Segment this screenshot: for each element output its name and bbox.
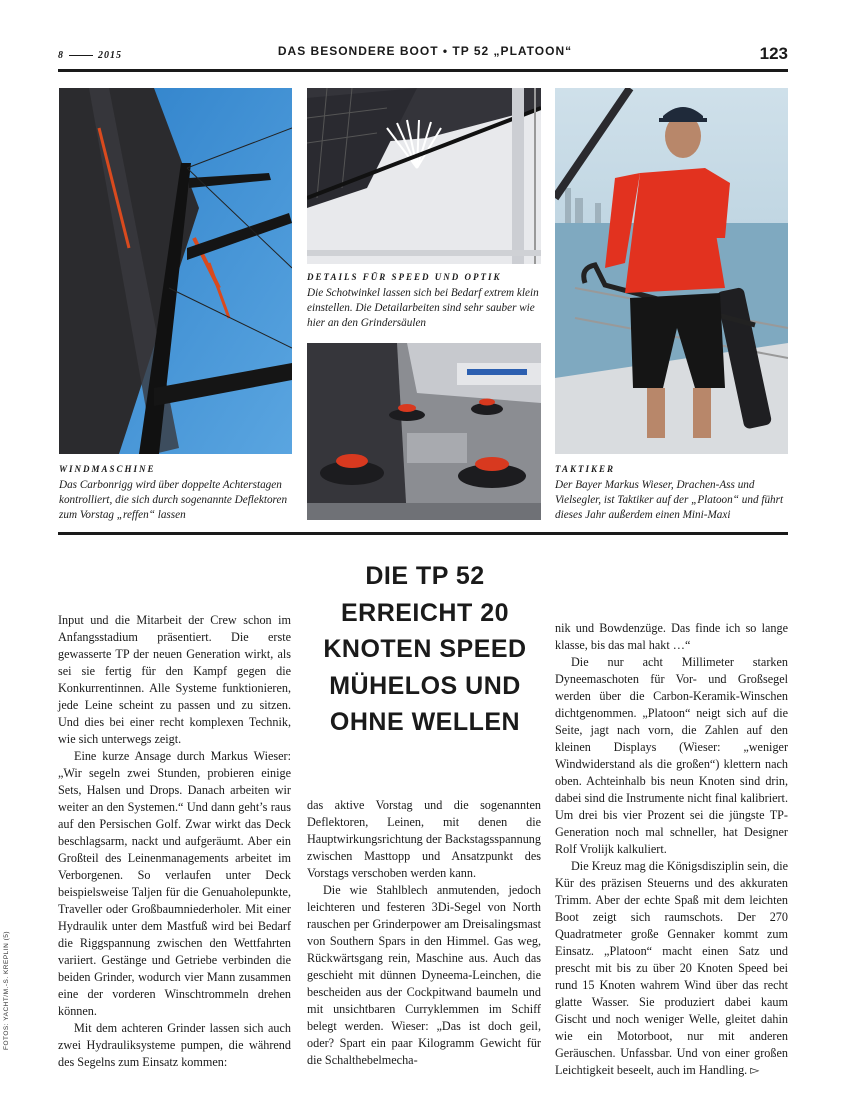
issue-year: 2015	[98, 50, 122, 61]
rig-illustration	[59, 88, 292, 454]
paragraph: Die Kreuz mag die Königsdisziplin sein, die Kür des präzisen Steuerns und des akkuraten Trimm. Aber der echte Spaß mit dem leichten Boot zeigt sich raumschots. Der 270 Quadratmeter große Gennaker kommt zum Einsatz. „Platoon“ macht einen Satz und prescht mit bis zu über 20 Knoten Speed bei rund 15 Knoten wahrem Wind über das recht glatte Wasser. Sie produziert dabei kaum Gischt und noch weniger Welle, gleitet dahin wie ein Motorboot, nur mit anderen Geräuschen. Unfassbar. Und von einer großen Leichtigkeit beseelt, auch im Handling. ▻	[555, 859, 788, 1077]
headline-line: KNOTEN SPEED	[323, 635, 527, 663]
paragraph: Die wie Stahlblech anmutenden, jedoch leichteren und festeren 3Di-Segel von North rauschen per Grinderpower am Dreisalingsmast von Southern Spars in den Himmel. Gas weg, Rückwärtsgang rein, Maschine aus. Auch das geschieht mit dünnen Dyneema-Leinchen, die bescheiden aus der Cockpitwand baumeln und mit unsichtbaren Curryklemmen im Schiff belegt werden. Wieser: „Das ist doch geil, oder? Spart ein paar Kilogramm Gewicht für die Schalthebelmecha-	[307, 883, 541, 1067]
issue-label	[58, 50, 122, 61]
caption-text: Der Bayer Markus Wieser, Drachen-Ass und Vielsegler, ist Taktiker auf der „Platoon“ und führt dieses Jahr außerdem einen Mini-Maxi	[555, 479, 784, 521]
pull-quote-headline	[305, 558, 545, 741]
photo-details-sail	[307, 88, 541, 264]
headline-line: ERREICHT 20	[340, 598, 510, 627]
caption-head: DETAILS FÜR SPEED UND OPTIK	[307, 272, 502, 282]
headline-line: OHNE WELLEN	[329, 708, 521, 736]
photo-windmaschine	[59, 88, 292, 454]
caption-text: Das Carbonrigg wird über doppelte Achterstagen kontrolliert, die sich durch sogenannte Deflektoren zum Vorstag „reffen“ lassen	[59, 479, 288, 521]
issue-number: 8	[58, 50, 64, 61]
headline-line: MÜHELOS UND	[329, 671, 521, 700]
body-column-3	[555, 620, 788, 1079]
paragraph: Die nur acht Millimeter starken Dyneemaschoten für Vor- und Großsegel werden über die Carbon-Keramik-Winschen dichtgenommen. „Platoon“ neigt sich auf die Seite, jagt nach vorn, die Zahlen auf den kleinen Displays (Wieser: „weniger Windwiderstand als die großen“) klettern nach oben. Achteinhalb bis neun Knoten sind drin, dabei sind die Instrumente nicht final kalibriert. Um drei bis vier Prozent sei die jüngste TP-Generation noch mal schneller, hat Designer Rolf Vrolijk kalkuliert.	[555, 655, 788, 856]
issue-divider	[69, 55, 93, 56]
caption-details	[307, 270, 541, 331]
body-column-1	[58, 612, 291, 1071]
paragraph: das aktive Vorstag und die sogenannten Deflektoren, Leinen, mit denen die Hauptwirkungsrichtung der Backstagsspannung zwischen Masttopp und Ansatzpunkt des Vorstags verschoben werden kann.	[307, 798, 541, 880]
paragraph: Mit dem achteren Grinder lassen sich auch zwei Hydrauliksysteme pumpen, die während des Segelns zum Einsatz kommen:	[58, 1021, 291, 1069]
tactician-illustration	[555, 88, 788, 454]
photo-details-grinder	[307, 343, 541, 520]
section-rule	[58, 532, 788, 535]
running-title: DAS BESONDERE BOOT • TP 52 „PLATOON“	[277, 44, 573, 58]
paragraph: Eine kurze Ansage durch Markus Wieser: „Wir segeln zwei Stunden, probieren einige Sets, Halsen und Drops. Danach arbeiten wir weiter an den Systemen.“ Und dann geht’s raus auf den Persischen Golf. Zwar wirkt das Deck beschlagsarm, nackt und aufgeräumt. Aber ein Großteil des Leinenmanagements arbeitet im Verborgenen. So verlaufen unter Deck beispielsweise Taljen für die Genuaholepunkte, Traveller oder Großbaumniederholer. Mit einer Hydraulik unter dem Mastfuß wird bei Bedarf die Riggspannung zwischen den Wettfahrten variiert. Gestänge und Getriebe verbinden die beiden Grinder, wodurch vier Mann zusammen eine der vorderen Winschtrommeln drehen können.	[58, 749, 291, 1018]
sail-detail-illustration	[307, 88, 541, 264]
photo-taktiker	[555, 88, 788, 454]
paragraph: nik und Bowdenzüge. Das finde ich so lange klasse, bis das mal hakt …“	[555, 621, 788, 652]
page-number: 123	[759, 44, 788, 63]
caption-head: WINDMASCHINE	[59, 464, 156, 474]
paragraph: Input und die Mitarbeit der Crew schon im Anfangsstadium präsentiert. Die erste gewasserte TP der neuen Generation wirkt, als sei sie fertig für den Kampf gegen die Konkurrentinnen. Alle Systeme funktionieren, jede Leine scheint zu passen und zu sitzen. Und dies bei einer recht komplexen Technik, wie sich unterwegs zeigt.	[58, 613, 291, 746]
caption-text: Die Schotwinkel lassen sich bei Bedarf extrem klein einstellen. Die Detailarbeiten sind sehr sauber wie hier an den Grindersäulen	[307, 287, 539, 329]
grinder-illustration	[307, 343, 541, 520]
photo-credit: FOTOS: YACHT/M.-S. KREPLIN (5)	[3, 930, 10, 1050]
caption-taktiker	[555, 462, 788, 523]
caption-head: TAKTIKER	[555, 464, 616, 474]
headline-line: DIE TP 52	[365, 562, 485, 590]
caption-windmaschine	[59, 462, 292, 523]
header-rule	[58, 69, 788, 72]
body-column-2	[307, 797, 541, 1069]
